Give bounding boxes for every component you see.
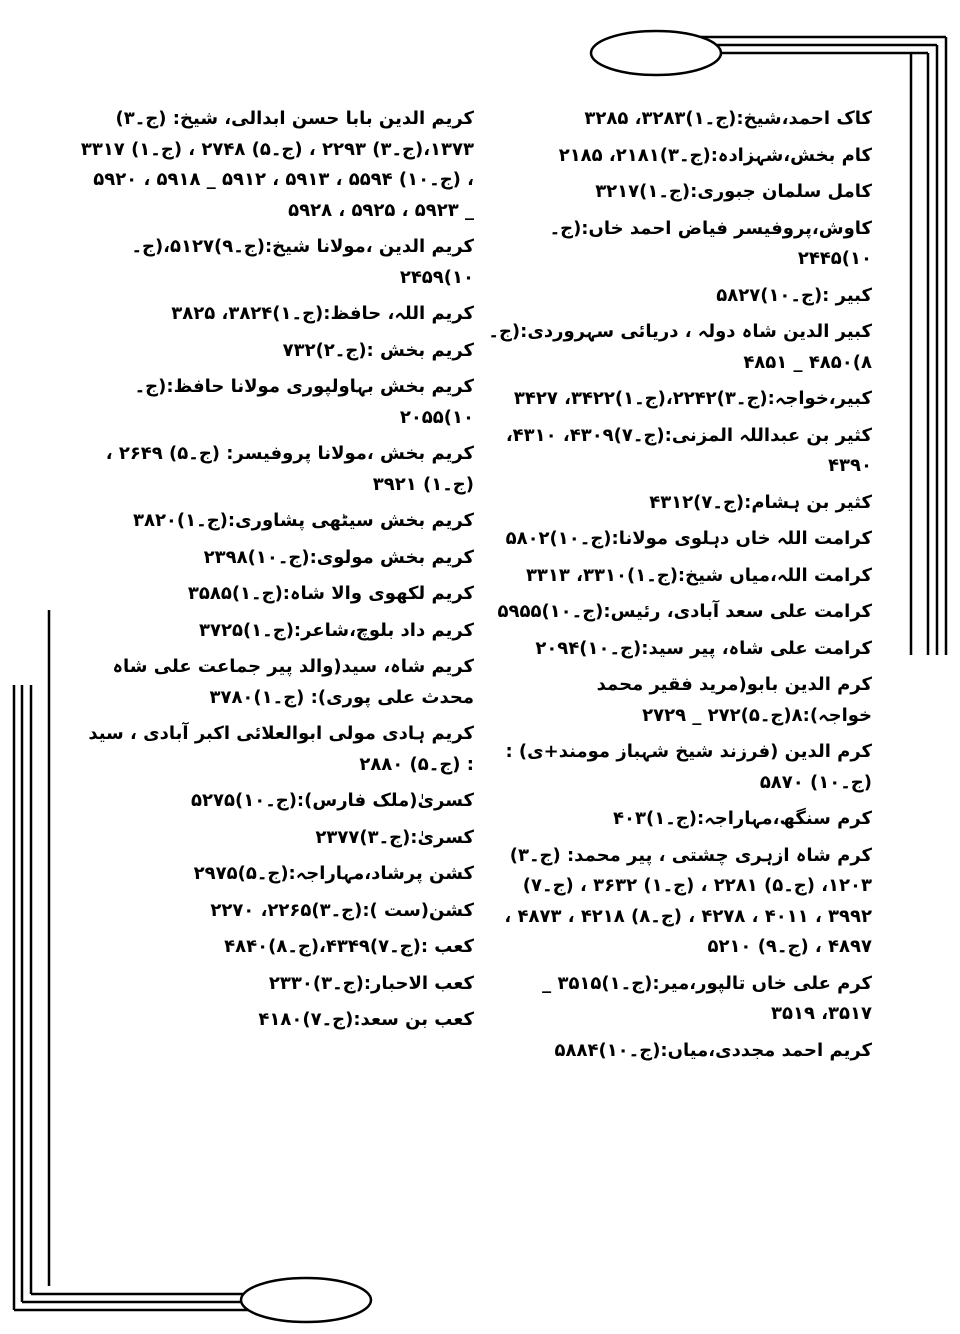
index-entry: کبیر :(ج۔۱۰)۵۸۲۷ xyxy=(716,284,872,306)
index-entry: کرم سنگھ،مہاراجہ:(ج۔۱)۴۰۳ xyxy=(613,808,872,829)
index-entry: کریم بخش ،مولانا پروفیسر: (ج۔۵) ۲۶۴۹ ، (ج۔۱) ۳۹۲۱ xyxy=(105,443,474,495)
index-entry: کثیر بن ہشام:(ج۔۷)۴۳۱۲ xyxy=(649,491,872,513)
index-entry: کریم ہادی مولی ابوالعلائی اکبر آبادی ، سید : (ج۔۵) ۲۸۸۰ xyxy=(88,723,474,775)
index-entry: کریم بخش :(ج۔۲)۷۳۲ xyxy=(282,339,474,361)
index-entry: کبیر،خواجہ:(ج۔۳)۲۲۴۲،(ج۔۱)۳۴۲۲، ۳۴۲۷ xyxy=(513,388,872,409)
index-entry: کرم علی خاں تالپور،میر:(ج۔۱)۳۵۱۵ _ ۳۵۱۷، ۳۵۱۹ xyxy=(542,972,872,1024)
index-entry: کاوش،پروفیسر فیاض احمد خاں:(ج۔۱۰)۲۴۴۵ xyxy=(549,217,872,269)
index-entry: کاک احمد،شیخ:(ج۔۱)۳۲۸۳، ۳۲۸۵ xyxy=(584,108,872,129)
index-entry: کرم الدین بابو(مرید فقیر محمد خواجہ):۸(ج۔۵)۲۷۲ _ ۲۷۲۹ xyxy=(596,674,872,726)
index-entry: کریم اللہ، حافظ:(ج۔۱)۳۸۲۴، ۳۸۲۵ xyxy=(171,303,474,324)
index-entry: کرامت اللہ خاں دہلوی مولانا:(ج۔۱۰)۵۸۰۲ xyxy=(505,528,872,549)
index-column-left xyxy=(78,104,474,1042)
index-entry: کرم شاہ ازہری چشتی ، پیر محمد: (ج۔۳) ۱۲۰۳، (ج۔۵) ۲۲۸۱ ، (ج۔۱) ۳۶۳۲ ، (ج۔۷) ۳۹۹۲ ، ۴۰۱۱ ، ۴۲۷۸ ، (ج۔۸) ۴۲۱۸ ، ۴۸۷۳ ، ۴۸۹۷ ، (ج۔۹) ۵۲۱۰ xyxy=(504,844,872,957)
index-entry: کامل سلمان جبوری:(ج۔۱)۳۲۱۷ xyxy=(595,181,872,202)
index-entry: کریم الدین بابا حسن ابدالی، شیخ: (ج۔۳) ۱۳۷۳،(ج۔۳) ۲۲۹۳ ، (ج۔۵) ۲۷۴۸ ، (ج۔۱) ۳۳۱۷ ، (ج۔۱۰) ۵۵۹۴ ، ۵۹۱۳ ، ۵۹۱۲ _ ۵۹۱۸ ، ۵۹۲۰ _ ۵۹۲۳ ، ۵۹۲۵ ، ۵۹۲۸ xyxy=(80,108,474,221)
index-entry: کعب بن سعد:(ج۔۷)۴۱۸۰ xyxy=(258,1009,474,1030)
index-entry: کریم الدین ،مولانا شیخ:(ج۔۹)۵۱۲۷،(ج۔۱۰)۲۴۵۹ xyxy=(131,236,474,288)
index-entry: کریم بخش مولوی:(ج۔۱۰)۲۳۹۸ xyxy=(203,546,474,568)
index-entry: کریم شاہ، سید(والد پیر جماعت علی شاہ محدث علی پوری): (ج۔۱)۳۷۸۰ xyxy=(112,656,474,708)
index-entry: کرامت اللہ،میاں شیخ:(ج۔۱)۳۳۱۰، ۳۳۱۳ xyxy=(525,564,872,586)
index-entry: کعب الاحبار:(ج۔۳)۲۳۳۰ xyxy=(268,972,474,994)
index-column-right xyxy=(488,104,872,1072)
index-entry: کام بخش،شہزادہ:(ج۔۳)۲۱۸۱، ۲۱۸۵ xyxy=(558,144,872,166)
index-entry: کرامت علی سعد آبادی، رئیس:(ج۔۱۰)۵۹۵۵ xyxy=(497,601,872,622)
index-entry: کثیر بن عبداللہ المزنی:(ج۔۷)۴۳۰۹، ۴۳۱۰، ۴۳۹۰ xyxy=(505,424,872,476)
index-entry: کشن پرشاد،مہاراجہ:(ج۔۵)۲۹۷۵ xyxy=(193,863,474,884)
index-entry: کسریٰ:(ج۔۳)۲۳۷۷ xyxy=(315,826,474,848)
index-entry: کرامت علی شاہ، پیر سید:(ج۔۱۰)۲۰۹۴ xyxy=(535,637,872,659)
index-entry: کعب :(ج۔۷)۴۳۴۹،(ج۔۸)۴۸۴۰ xyxy=(224,936,474,957)
index-entry: کرم الدین (فرزند شیخ شہباز مومند+ی) : (ج۔۱۰) ۵۸۷۰ xyxy=(505,741,872,793)
index-entry: کریم بخش سیٹھی پشاوری:(ج۔۱)۳۸۲۰ xyxy=(132,510,474,531)
index-entry: کریم داد بلوچ،شاعر:(ج۔۱)۳۷۲۵ xyxy=(198,619,474,641)
index-entry: کسریٰ(ملک فارس):(ج۔۱۰)۵۲۷۵ xyxy=(191,790,474,811)
index-entry: کریم لکھوی والا شاہ:(ج۔۱)۳۵۸۵ xyxy=(187,583,474,604)
index-entry: کریم احمد مجددی،میاں:(ج۔۱۰)۵۸۸۴ xyxy=(554,1039,872,1061)
index-entry: کریم بخش بہاولپوری مولانا حافظ:(ج۔۱۰)۲۰۵۵ xyxy=(134,376,474,428)
index-entry: کشن(ست ):(ج۔۳)۲۲۶۵، ۲۲۷۰ xyxy=(210,899,474,921)
index-entry: کبیر الدین شاہ دولہ ، دریائی سہروردی:(ج۔۸)۴۸۵۰ _ ۴۸۵۱ xyxy=(488,321,872,373)
